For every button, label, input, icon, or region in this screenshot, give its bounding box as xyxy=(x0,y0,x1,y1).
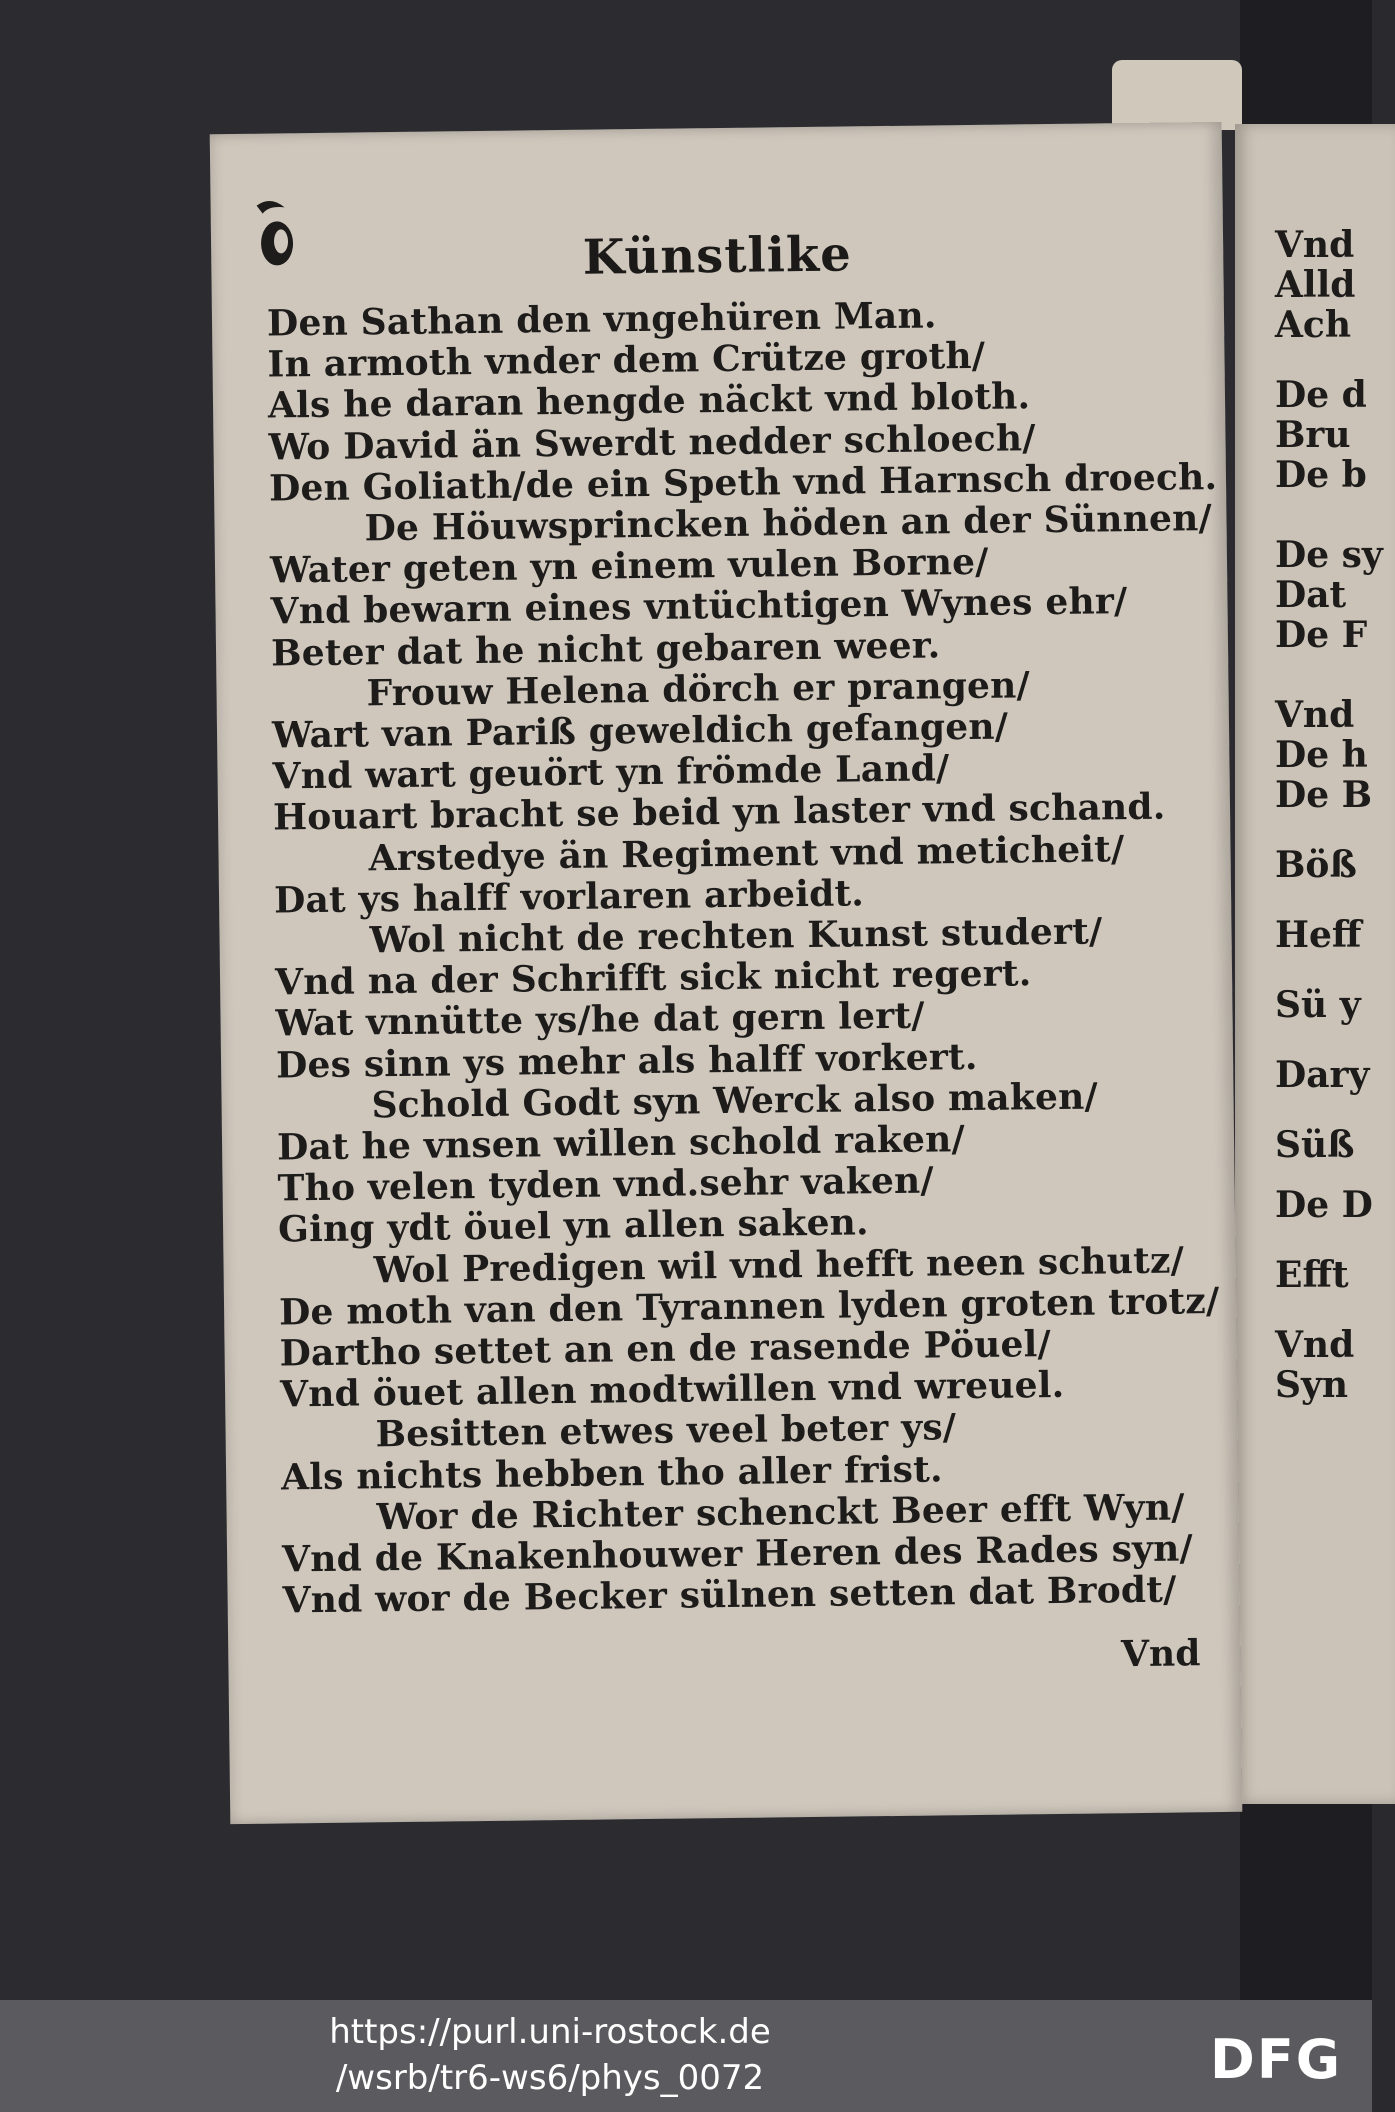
right-page-fragment: De B xyxy=(1275,774,1373,816)
verse-line: Vnd wart geuört yn frömde Land/ xyxy=(272,747,950,798)
left-page xyxy=(210,122,1243,1824)
verse-line: Als nichts hebben tho aller frist. xyxy=(280,1448,943,1499)
right-page-fragment: Böß xyxy=(1275,844,1357,886)
right-page-fragment: Vnd xyxy=(1275,1324,1355,1366)
verse-line: Den Sathan den vngehüren Man. xyxy=(266,294,937,345)
verse-line: Water geten yn einem vulen Borne/ xyxy=(269,540,989,592)
verse-line: Den Goliath/de ein Speth vnd Harnsch droech. xyxy=(268,455,1218,510)
right-page-fragment: De sy xyxy=(1275,534,1383,576)
right-page-fragment: De F xyxy=(1275,614,1368,656)
right-page-fragment: Syn xyxy=(1275,1364,1349,1406)
right-page-fragment: Süß xyxy=(1275,1124,1355,1166)
url-link-line-2[interactable]: /wsrb/tr6-ws6/phys_0072 xyxy=(335,2058,765,2098)
book-spine xyxy=(1112,60,1242,130)
verse-line: Vnd öuet allen modtwillen vnd wreuel. xyxy=(279,1364,1065,1416)
verse-line: Houart bracht se beid yn laster vnd schand. xyxy=(272,786,1166,839)
verse-line: Vnd de Knakenhouwer Heren des Rades syn/ xyxy=(281,1527,1194,1581)
verse-text xyxy=(266,293,1220,1622)
verse-line: Wor de Richter schenckt Beer efft Wyn/ xyxy=(376,1486,1185,1539)
right-page-fragment: De b xyxy=(1275,454,1367,496)
verse-line: Frouw Helena dörch er prangen/ xyxy=(366,664,1031,715)
right-page-fragment: De h xyxy=(1275,734,1368,776)
verse-line: In armoth vnder dem Crütze groth/ xyxy=(267,334,986,386)
verse-line: Wo David än Swerdt nedder schloech/ xyxy=(268,416,1036,469)
right-page-fragment: Vnd xyxy=(1275,224,1355,266)
footer-bar xyxy=(0,2000,1372,2112)
right-page-fragment: Vnd xyxy=(1275,694,1355,736)
verse-line: Dat he vnsen willen schold raken/ xyxy=(276,1118,966,1169)
verse-line: Vnd na der Schrifft sick nicht regert. xyxy=(274,952,1032,1004)
right-page-fragment: Ach xyxy=(1275,304,1352,346)
right-page-fragment: De d xyxy=(1275,374,1367,416)
right-page-fragment: Dat xyxy=(1275,574,1347,616)
right-page-fragment: Alld xyxy=(1275,264,1356,306)
verse-line: Als he daran hengde näckt vnd bloth. xyxy=(267,375,1031,427)
verse-line: Schold Godt syn Werck also maken/ xyxy=(371,1075,1099,1127)
verse-line: Des sinn ys mehr als halff vorkert. xyxy=(275,1035,978,1087)
verse-line: Wol Predigen wil vnd hefft neen schutz/ xyxy=(373,1239,1185,1291)
verse-line: Arstedye än Regiment vnd meticheit/ xyxy=(368,827,1125,879)
right-page-fragment: Bru xyxy=(1275,414,1351,456)
right-page-fragment: Dary xyxy=(1275,1054,1370,1096)
verse-line: De moth van den Tyrannen lyden groten trotz/ xyxy=(278,1279,1220,1334)
verse-line: Besitten etwes veel beter ys/ xyxy=(375,1406,957,1456)
url-link-line-1[interactable]: https://purl.uni-rostock.de xyxy=(329,2012,771,2052)
dfg-logo: DFG xyxy=(1210,2028,1343,2091)
verse-line: Wart van Pariß geweldich gefangen/ xyxy=(271,705,1009,757)
verse-line: Vnd wor de Becker sülnen setten dat Brodt/ xyxy=(282,1568,1177,1622)
verse-line: Dat ys halff vorlaren arbeidt. xyxy=(273,872,865,922)
catchword: Vnd xyxy=(1120,1632,1201,1676)
right-page-fragment: De D xyxy=(1275,1184,1373,1226)
verse-line: De Höuwsprincken höden an der Sünnen/ xyxy=(364,497,1213,550)
verse-line: Ging ydt öuel yn allen saken. xyxy=(277,1201,870,1251)
right-page-fragment: Efft xyxy=(1275,1254,1349,1296)
right-page-fragment: Sü y xyxy=(1275,984,1361,1026)
verse-line: Wat vnnütte ys/he dat gern lert/ xyxy=(275,995,925,1045)
right-page xyxy=(1235,124,1395,1804)
verse-line: Dartho settet an en de rasende Pöuel/ xyxy=(279,1323,1052,1375)
verse-line: Vnd bewarn eines vntüchtigen Wynes ehr/ xyxy=(270,580,1128,633)
page-header: Künstlike xyxy=(582,226,853,286)
right-page-fragment: Heff xyxy=(1275,914,1362,956)
verse-line: Beter dat he nicht gebaren weer. xyxy=(270,623,941,675)
verse-line: Tho velen tyden vnd.sehr vaken/ xyxy=(277,1159,935,1210)
verse-line: Wol nicht de rechten Kunst studert/ xyxy=(369,910,1103,962)
